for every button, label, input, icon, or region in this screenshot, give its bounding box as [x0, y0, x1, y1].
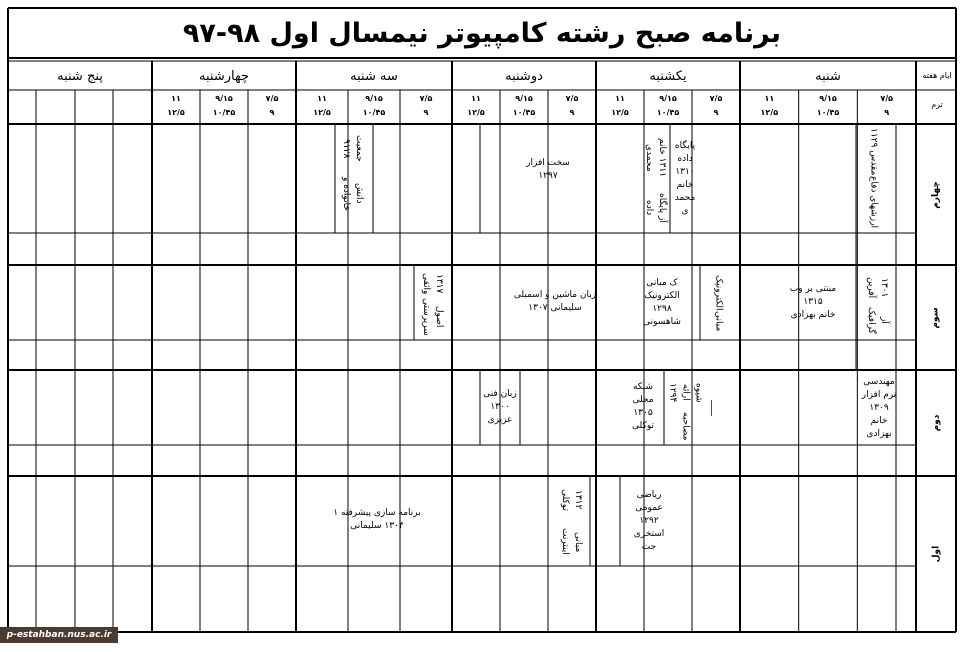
course-t3-sat-b: مبتنی بر وب ۱۳۱۵ خانم بهزادی — [789, 283, 837, 320]
time-slot-end: ۱۰/۴۵ — [362, 108, 386, 117]
course-t4-sun-b: پایگاه داده ۱۳۱۰ خانم محمد ی — [674, 141, 696, 216]
time-slot-wednesday-1 — [248, 92, 296, 122]
course-t3-mon: زبان ماشین و اسمبلی سلیمانی ۱۳۰۷ — [513, 290, 597, 313]
day-header-tuesday: سه شنبه — [350, 68, 398, 84]
time-slot-monday-2 — [500, 92, 548, 122]
course-t2-sun-a: مصاحبه شیوه ارائه ۱۲۹۴ — [667, 382, 704, 440]
time-slot-start: ۱۱ — [471, 94, 481, 103]
time-slot-end: ۹ — [569, 108, 575, 117]
term-1-label: اول — [931, 545, 941, 563]
time-slot-tuesday-3 — [296, 92, 348, 122]
course-t4-sun-a: آز پایگاه داده ۱۳۱۱ خانم محمدی — [644, 138, 667, 223]
site-watermark: p-estahban.nus.ac.ir — [0, 627, 118, 643]
time-slot-start: ۹/۱۵ — [659, 94, 677, 103]
time-slot-start: ۷/۵ — [419, 94, 433, 103]
course-t1-tue: برنامه سازی پیشرفته ۱ ۱۳۰۴ سلیمانی — [333, 508, 421, 531]
time-slot-end: ۹ — [269, 108, 275, 117]
time-slot-end: ۱۲/۵ — [467, 108, 485, 117]
time-slot-saturday-3 — [740, 92, 799, 122]
day-header-wednesday: چهارشنبه — [199, 68, 249, 84]
time-slot-sunday-2 — [644, 92, 692, 122]
time-slot-end: ۹ — [884, 108, 890, 117]
time-slot-wednesday-3 — [152, 92, 200, 122]
page-title: برنامه صبح رشته کامپیوتر نیمسال اول ۹۸-۹۷ — [182, 17, 782, 49]
time-slot-end: ۹ — [423, 108, 429, 117]
time-slot-start: ۷/۵ — [565, 94, 579, 103]
time-slot-start: ۹/۱۵ — [515, 94, 533, 103]
time-slot-end: ۱۰/۴۵ — [212, 108, 236, 117]
course-t1-sun: ریاضی عمومی ۱۲۹۲ استخری جت — [633, 489, 665, 552]
term-3-label: سوم — [931, 306, 941, 329]
time-slot-start: ۹/۱۵ — [819, 94, 837, 103]
term-2-label: دوم — [931, 414, 941, 432]
course-t2-sun-b: شبکه محلی ۱۳۰۵ توکلی — [632, 382, 654, 431]
time-slot-sunday-3 — [596, 92, 644, 122]
course-t2-sat: مهندسی نرم افزار ۱۳۰۹ خانم بهزادی — [861, 376, 897, 439]
course-t3-sat-a: آز گرافیک ۱۳۰۱ آفرین — [866, 277, 889, 335]
time-slot-start: ۷/۵ — [880, 94, 893, 103]
time-slot-end: ۱۰/۴۵ — [512, 108, 536, 117]
time-slot-wednesday-2 — [200, 92, 248, 122]
course-t4-mon: سخت افزار ۱۲۹۷ — [526, 158, 570, 181]
week-days-label: ایام هفته — [922, 71, 952, 80]
time-slot-end: ۱۲/۵ — [167, 108, 185, 117]
time-slot-end: ۱۲/۵ — [760, 108, 779, 117]
course-t2-mon: زبان فنی ۱۳۰۰ عزیزی — [483, 388, 517, 425]
time-slot-start: ۷/۵ — [709, 94, 723, 103]
course-t3-tue: اصول سرپرستی ۱۳۱۷ واثقی — [421, 272, 444, 336]
term-label: ترم — [931, 100, 943, 109]
time-slot-monday-1 — [548, 92, 596, 122]
day-header-thursday: پنج شنبه — [57, 68, 103, 84]
time-slot-tuesday-2 — [348, 92, 400, 122]
time-slot-start: ۱۱ — [764, 94, 775, 103]
time-slot-start: ۱۱ — [317, 94, 327, 103]
time-slot-start: ۹/۱۵ — [365, 94, 383, 103]
day-header-monday: دوشنبه — [505, 68, 543, 84]
time-slot-start: ۱۱ — [171, 94, 181, 103]
day-header-saturday: شنبه — [815, 68, 841, 84]
course-t4-sat: ارزشهای دفاع مقدس ۱۱۲۹ — [868, 128, 879, 228]
time-slot-start: ۱۱ — [615, 94, 625, 103]
course-t1-mon: مبانی اینترنت ۱۳۱۲ توکلی — [560, 488, 583, 556]
time-slot-monday-3 — [452, 92, 500, 122]
time-slot-start: ۹/۱۵ — [215, 94, 233, 103]
time-slot-start: ۷/۵ — [265, 94, 279, 103]
time-slot-saturday-2 — [799, 92, 858, 122]
time-slot-saturday-1 — [857, 92, 916, 122]
course-t4-tue: دانش خانواده و جمعیت ۹۱۲۸ — [341, 135, 364, 211]
day-header-sunday: یکشنبه — [649, 68, 687, 84]
time-slot-end: ۱۰/۴۵ — [816, 108, 840, 117]
time-slot-tuesday-1 — [400, 92, 452, 122]
time-slot-sunday-1 — [692, 92, 740, 122]
time-slot-end: ۱۲/۵ — [611, 108, 629, 117]
course-t3-sun-a: مبانی الکترونیک — [713, 275, 724, 331]
term-4-label: چهارم — [931, 181, 941, 209]
stray-mark — [711, 400, 712, 416]
time-slot-end: ۹ — [713, 108, 719, 117]
time-slot-end: ۱۰/۴۵ — [656, 108, 680, 117]
course-t3-sun-b: ک مبانی الکترونیک ۱۲۹۸ شاهسونی — [643, 278, 681, 327]
time-slot-end: ۱۲/۵ — [313, 108, 331, 117]
